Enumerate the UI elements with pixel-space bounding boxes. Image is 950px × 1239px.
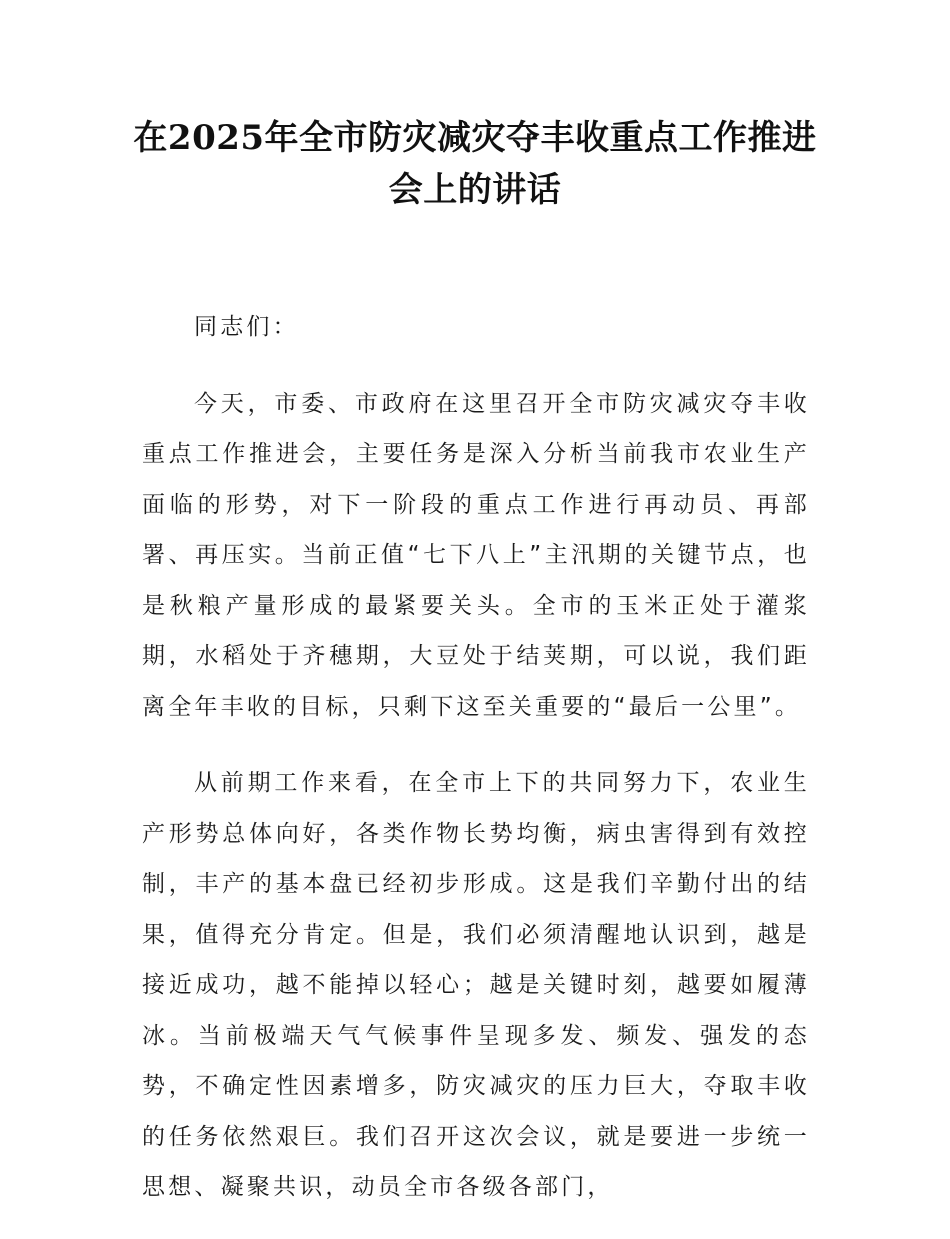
body-paragraph-1: 今天，市委、市政府在这里召开全市防灾减灾夺丰收重点工作推进会，主要任务是深入分析当前我市农业生产面临的形势，对下一阶段的重点工作进行再动员、再部署、再压实。当前正值“七下八上”主汛期的关键节点，也是秋粮产量形成的最紧要关头。全市的玉米正处于灌浆期，水稻处于齐穗期，大豆处于结荚期，可以说，我们距离全年丰收的目标，只剩下这至关重要的“最后一公里”。 (142, 390, 810, 720)
document-body (142, 302, 810, 1239)
salutation-paragraph: 同志们： (194, 314, 299, 340)
document-title: 在2025年全市防灾减灾夺丰收重点工作推进会上的讲话 (133, 118, 817, 210)
body-paragraph-2: 从前期工作来看，在全市上下的共同努力下，农业生产形势总体向好，各类作物长势均衡，病虫害得到有效控制，丰产的基本盘已经初步形成。这是我们辛勤付出的结果，值得充分肯定。但是，我们必须清醒地认识到，越是接近成功，越不能掉以轻心；越是关键时刻，越要如履薄冰。当前极端天气气候事件呈现多发、频发、强发的态势，不确定性因素增多，防灾减灾的压力巨大，夺取丰收的任务依然艰巨。我们召开这次会议，就是要进一步统一思想、凝聚共识，动员全市各级各部门， (142, 770, 810, 1200)
